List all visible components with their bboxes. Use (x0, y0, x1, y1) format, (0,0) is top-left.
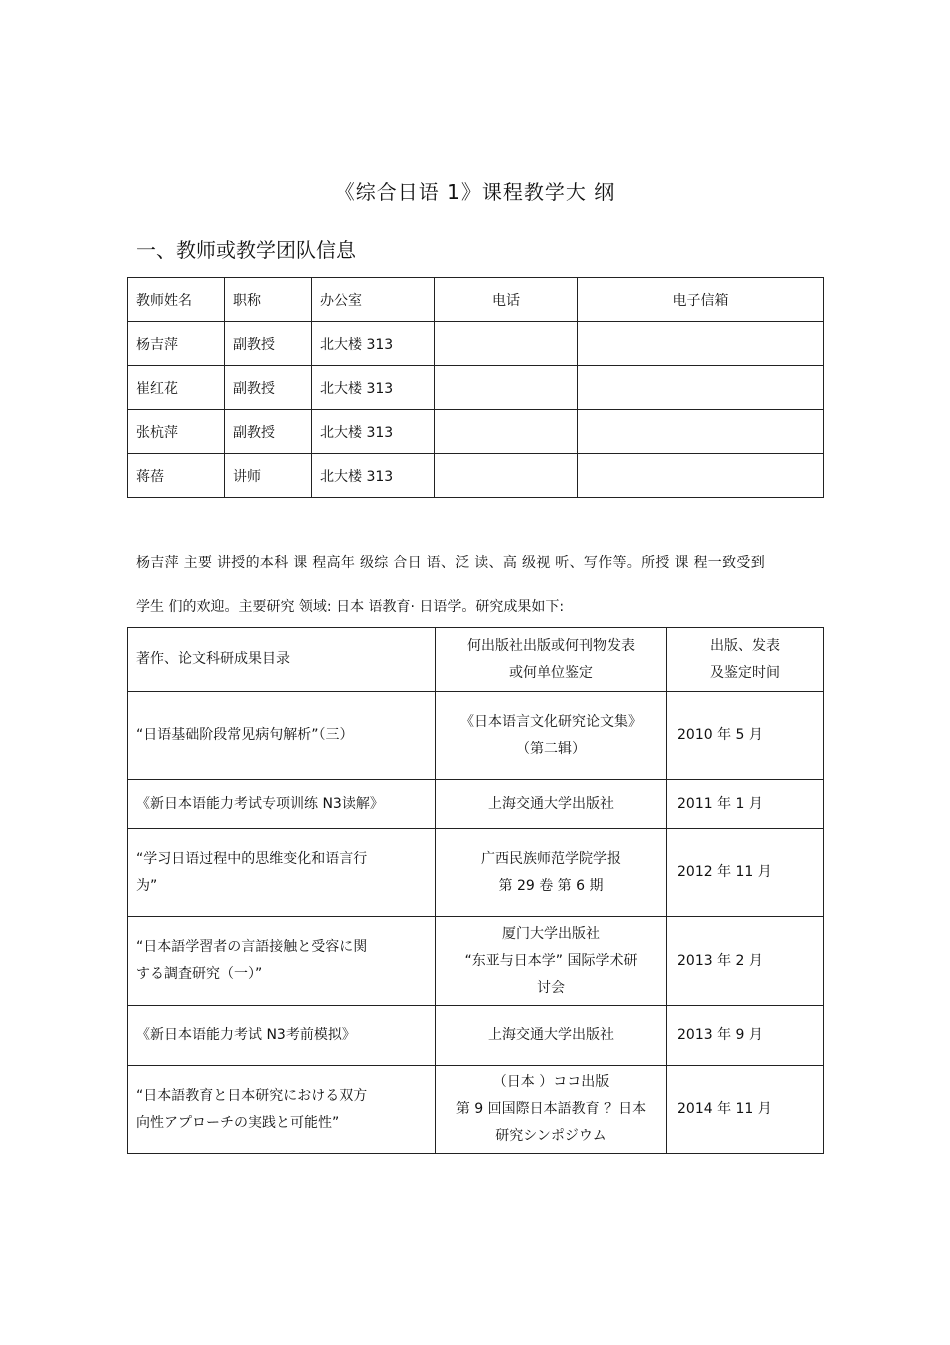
table-row (128, 829, 824, 917)
table-header-row (128, 278, 824, 322)
work-title (128, 780, 436, 829)
work-title (128, 829, 436, 917)
teachers-table (127, 277, 824, 498)
header-publisher-line: 何出版社出版或何刊物发表 (467, 637, 635, 654)
work-publisher (436, 692, 667, 780)
teacher-office: 北大楼 313 (312, 410, 435, 454)
header-office: 办公室 (312, 278, 435, 322)
header-title: 职称 (225, 278, 312, 322)
header-date (667, 628, 824, 692)
work-title-line: 《新日本语能力考试 N3考前模拟》 (136, 1027, 356, 1043)
work-title-line: “日语基础阶段常见病句解析”（三） (136, 727, 354, 743)
teacher-name: 蒋蓓 (128, 454, 225, 498)
table-row (128, 1006, 824, 1066)
work-title-line: 为” (136, 877, 158, 894)
intro-paragraph-line-1: 杨吉萍 主要 讲授的本科 课 程高年 级综 合日 语、泛 读、高 级视 听、写作等。所授 课 程一致受到 (136, 555, 765, 571)
teacher-name: 杨吉萍 (128, 322, 225, 366)
work-date: 2013 年 2 月 (667, 917, 824, 1006)
table-row (128, 366, 824, 410)
research-works-table (127, 627, 824, 1154)
work-publisher (436, 829, 667, 917)
teacher-rank: 讲师 (225, 454, 312, 498)
work-publisher (436, 1006, 667, 1066)
header-email: 电子信箱 (578, 278, 824, 322)
work-date: 2012 年 11 月 (667, 829, 824, 917)
teacher-email (578, 322, 824, 366)
teacher-email (578, 410, 824, 454)
table-row (128, 410, 824, 454)
work-publisher-line: （第二辑） (516, 740, 586, 757)
teacher-office: 北大楼 313 (312, 322, 435, 366)
work-title-line: 向性アプローチの実践と可能性” (136, 1114, 340, 1131)
table-row (128, 454, 824, 498)
teacher-phone (435, 366, 578, 410)
work-publisher-line: 《日本语言文化研究论文集》 (460, 713, 642, 730)
header-phone: 电话 (435, 278, 578, 322)
work-title-line: する調査研究（一）” (136, 966, 263, 982)
work-title-line: “日本語学習者の言語接触と受容に関 (136, 939, 368, 955)
table-row (128, 780, 824, 829)
table-row (128, 322, 824, 366)
header-date-line: 及鉴定时间 (710, 664, 780, 681)
work-publisher (436, 1066, 667, 1154)
header-publisher (436, 628, 667, 692)
work-date: 2013 年 9 月 (667, 1006, 824, 1066)
teacher-rank: 副教授 (225, 322, 312, 366)
teacher-name: 张杭萍 (128, 410, 225, 454)
header-works: 著作、论文科研成果目录 (128, 628, 436, 692)
work-publisher-line: 第 9 回国際日本語教育 ？日本 (455, 1101, 647, 1117)
teacher-name: 崔红花 (128, 366, 225, 410)
work-title (128, 1066, 436, 1154)
work-title (128, 1006, 436, 1066)
work-publisher-line: 上海交通大学出版社 (488, 795, 614, 812)
work-title-line: “学习日语过程中的思维变化和语言行 (136, 850, 368, 867)
work-publisher-line: “东亚与日本学” 国际学术研 (464, 952, 638, 969)
teacher-office: 北大楼 313 (312, 366, 435, 410)
work-date: 2011 年 1 月 (667, 780, 824, 829)
work-publisher-line: 研究シンポジウム (495, 1128, 607, 1144)
header-name: 教师姓名 (128, 278, 225, 322)
teacher-rank: 副教授 (225, 366, 312, 410)
header-publisher-line: 或何单位鉴定 (509, 664, 593, 681)
teacher-phone (435, 454, 578, 498)
work-publisher-line: 上海交通大学出版社 (488, 1027, 614, 1043)
work-publisher-line: 第 29 卷 第 6 期 (498, 877, 604, 894)
work-publisher (436, 780, 667, 829)
section-heading-teachers: 一、教师或教学团队信息 (136, 238, 356, 262)
teacher-office: 北大楼 313 (312, 454, 435, 498)
work-title (128, 692, 436, 780)
header-date-line: 出版、发表 (710, 637, 780, 654)
work-publisher-line: 厦门大学出版社 (502, 925, 600, 942)
teacher-email (578, 454, 824, 498)
work-title (128, 917, 436, 1006)
work-date: 2014 年 11 月 (667, 1066, 824, 1154)
teacher-rank: 副教授 (225, 410, 312, 454)
table-row (128, 917, 824, 1006)
intro-paragraph-line-2: 学生 们的欢迎。主要研究 领域: 日本 语教育· 日语学。研究成果如下: (136, 599, 565, 615)
work-date: 2010 年 5 月 (667, 692, 824, 780)
table-row (128, 692, 824, 780)
teacher-email (578, 366, 824, 410)
teacher-phone (435, 322, 578, 366)
work-publisher-line: （日本 ）ココ出版 (492, 1074, 610, 1090)
work-publisher-line: 讨会 (537, 979, 565, 996)
work-publisher-line: 广西民族师范学院学报 (481, 850, 621, 867)
table-header-row (128, 628, 824, 692)
teacher-phone (435, 410, 578, 454)
work-title-line: “日本語教育と日本研究における双方 (136, 1087, 368, 1104)
table-row (128, 1066, 824, 1154)
work-publisher (436, 917, 667, 1006)
work-title-line: 《新日本语能力考试专项训练 N3读解》 (136, 795, 384, 812)
document-title: 《综合日语 1》课程教学大 纲 (334, 180, 616, 204)
